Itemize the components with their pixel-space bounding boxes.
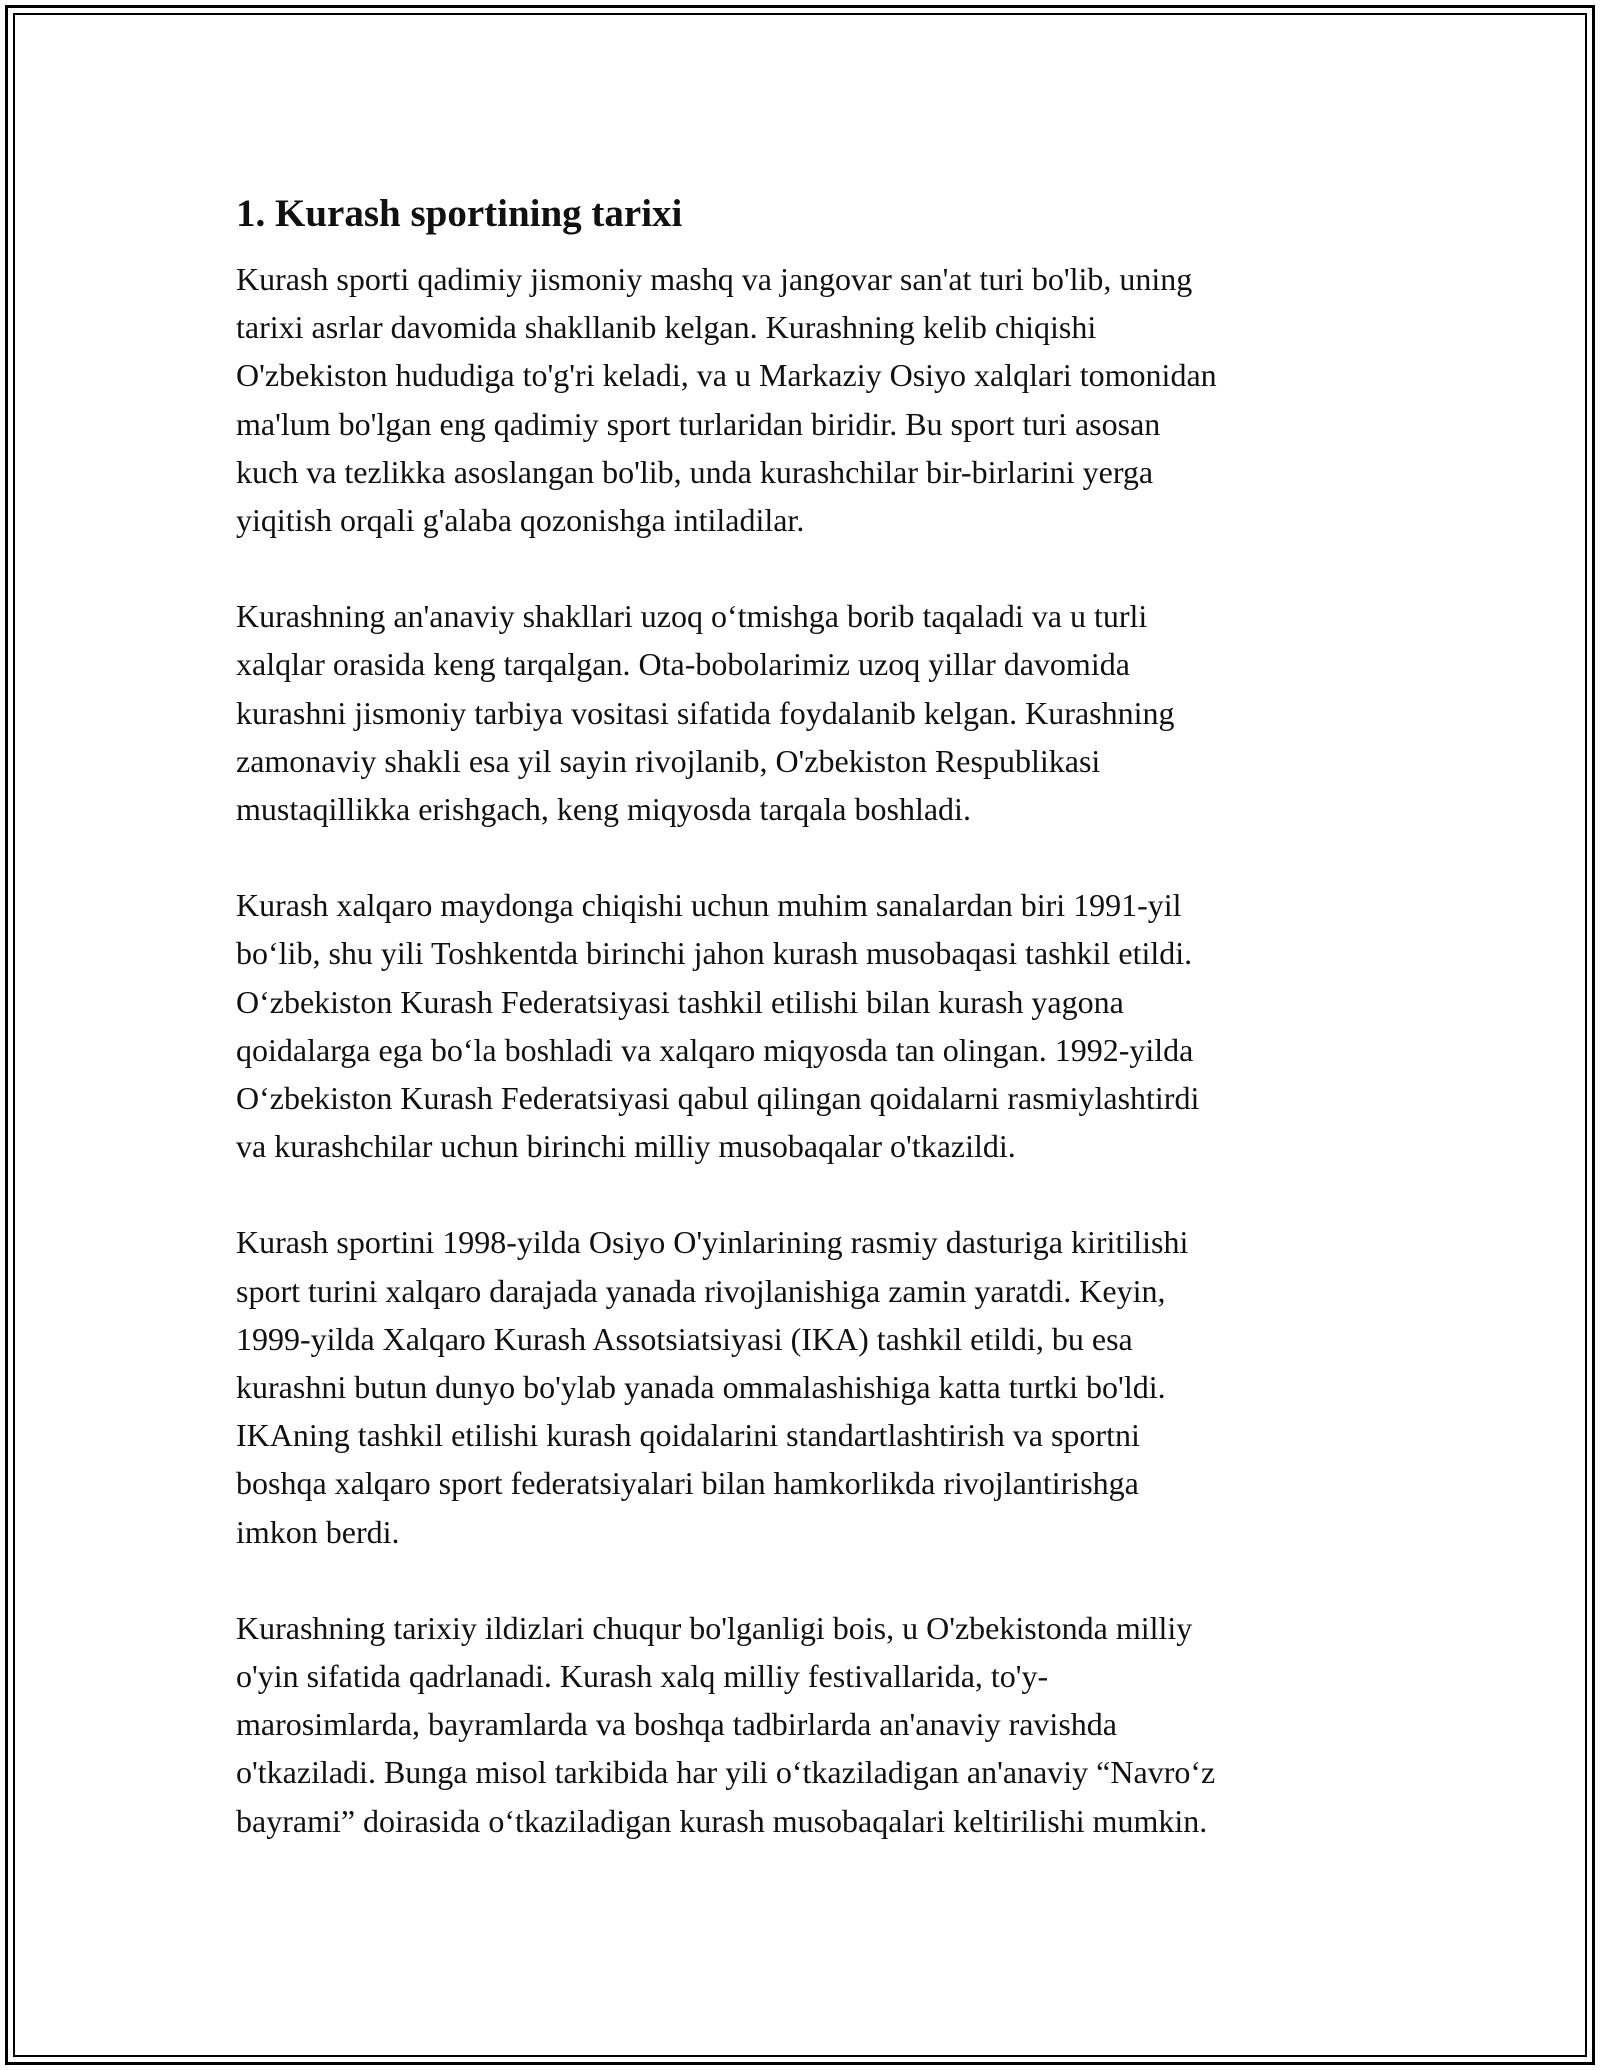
- text-line: yiqitish orqali g'alaba qozonishga intiladilar.: [236, 502, 805, 539]
- paragraph-1: [236, 255, 1370, 544]
- text-line: Kurashning tarixiy ildizlari chuqur bo'lganligi bois, u O'zbekistonda milliy: [236, 1609, 1193, 1646]
- text-line: o'tkaziladi. Bunga misol tarkibida har yili o‘tkaziladigan an'anaviy “Navro‘z: [236, 1754, 1216, 1791]
- text-line: kurashni jismoniy tarbiya vositasi sifatida foydalanib kelgan. Kurashning: [236, 694, 1175, 731]
- text-line: bo‘lib, shu yili Toshkentda birinchi jahon kurash musobaqasi tashkil etildi.: [236, 935, 1193, 972]
- paragraph-3: [236, 881, 1370, 1170]
- text-line: marosimlarda, bayramlarda va boshqa tadbirlarda an'anaviy ravishda: [236, 1706, 1117, 1743]
- text-line: zamonaviy shakli esa yil sayin rivojlanib, O'zbekiston Respublikasi: [236, 742, 1101, 779]
- text-line: Kurash sportini 1998-yilda Osiyo O'yinlarining rasmiy dasturiga kiritilishi: [236, 1224, 1189, 1261]
- text-line: Kurash xalqaro maydonga chiqishi uchun muhim sanalardan biri 1991-yil: [236, 887, 1182, 924]
- paragraph-5: [236, 1604, 1370, 1845]
- text-line: kuch va tezlikka asoslangan bo'lib, unda kurashchilar bir-birlarini yerga: [236, 453, 1154, 490]
- text-line: IKAning tashkil etilishi kurash qoidalarini standartlashtirish va sportni: [236, 1417, 1140, 1454]
- text-line: ma'lum bo'lgan eng qadimiy sport turlaridan biridir. Bu sport turi asosan: [236, 405, 1161, 442]
- text-line: bayrami” doirasida o‘tkaziladigan kurash musobaqalari keltirilishi mumkin.: [236, 1802, 1208, 1839]
- text-line: mustaqillikka erishgach, keng miqyosda tarqala boshladi.: [236, 791, 971, 828]
- paragraph-2: [236, 592, 1370, 833]
- text-line: Kurashning an'anaviy shakllari uzoq o‘tmishga borib taqaladi va u turli: [236, 598, 1148, 635]
- text-line: imkon berdi.: [236, 1513, 400, 1550]
- text-line: 1999-yilda Xalqaro Kurash Assotsiatsiyasi (IKA) tashkil etildi, bu esa: [236, 1320, 1133, 1357]
- text-line: O‘zbekiston Kurash Federatsiyasi qabul qilingan qoidalarni rasmiylashtirdi: [236, 1080, 1200, 1117]
- text-line: qoidalarga ega bo‘la boshladi va xalqaro miqyosda tan olingan. 1992-yilda: [236, 1031, 1194, 1068]
- text-line: sport turini xalqaro darajada yanada rivojlanishiga zamin yaratdi. Keyin,: [236, 1272, 1166, 1309]
- section-heading: 1. Kurash sportining tarixi: [236, 192, 683, 235]
- text-line: boshqa xalqaro sport federatsiyalari bilan hamkorlikda rivojlantirishga: [236, 1465, 1139, 1502]
- document-body: [236, 186, 1370, 1893]
- text-line: kurashni butun dunyo bo'ylab yanada ommalashishiga katta turtki bo'ldi.: [236, 1369, 1166, 1406]
- text-line: xalqlar orasida keng tarqalgan. Ota-bobolarimiz uzoq yillar davomida: [236, 646, 1130, 683]
- text-line: O'zbekiston hududiga to'g'ri keladi, va u Markaziy Osiyo xalqlari tomonidan: [236, 357, 1217, 394]
- text-line: O‘zbekiston Kurash Federatsiyasi tashkil etilishi bilan kurash yagona: [236, 983, 1124, 1020]
- text-line: Kurash sporti qadimiy jismoniy mashq va jangovar san'at turi bo'lib, uning: [236, 261, 1193, 297]
- text-line: o'yin sifatida qadrlanadi. Kurash xalq milliy festivallarida, to'y-: [236, 1658, 1049, 1695]
- paragraph-4: [236, 1218, 1370, 1555]
- text-line: tarixi asrlar davomida shakllanib kelgan. Kurashning kelib chiqishi: [236, 309, 1097, 346]
- text-line: va kurashchilar uchun birinchi milliy musobaqalar o'tkazildi.: [236, 1128, 1016, 1165]
